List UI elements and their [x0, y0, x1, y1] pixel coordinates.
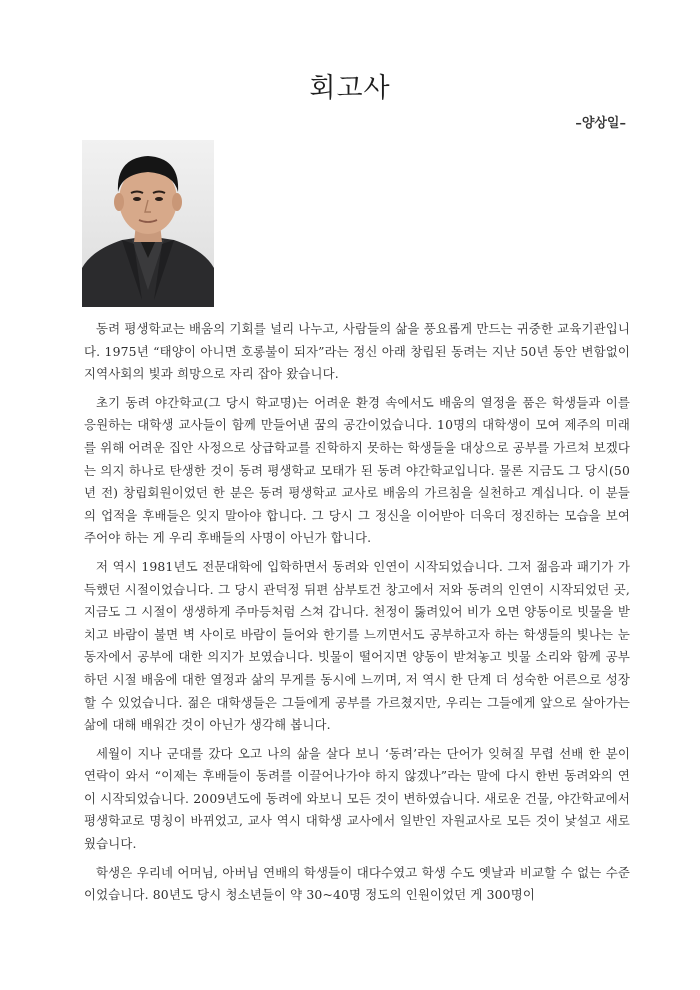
paragraph: 저 역시 1981년도 전문대학에 입학하면서 동려와 인연이 시작되었습니다. 그저 젊음과 패기가 가득했던 시절이었습니다. 그 당시 관덕정 뒤편 삼부토건 창고에서 저와 동려의 인연이 시작되었던 곳, 지금도 그 시절이 생생하게 주마등처럼 스쳐 갑니다. 천정이 뚫려있어 비가 오면 양동이로 빗물을 받치고 바람이 불면 벽 사이로 바람이 들어와 한기를 느끼면서도 공부하고자 하는 학생들의 빛나는 눈동자에서 공부에 대한 의지가 보였습니다. 빗물이 떨어지면 양동이 받쳐놓고 빗물 소리와 함께 공부하던 시절 배움에 대한 열정과 삶의 무게를 동시에 느끼며, 저 역시 한 단계 더 성숙한 어른으로 성장할 수 있었습니다. 젊은 대학생들은 그들에게 공부를 가르쳤지만, 우리는 그들에게 앞으로 살아가는 삶에 대해 배워간 것이 아닌가 생각해 봅니다.	[84, 558, 630, 733]
paragraph: 초기 동려 야간학교(그 당시 학교명)는 어려운 환경 속에서도 배움의 열정을 품은 학생들과 이를 응원하는 대학생 교사들이 함께 만들어낸 꿈의 공간이었습니다. 10명의 대학생이 모여 제주의 미래를 위해 어려운 집안 사정으로 상급학교를 진학하지 못하는 학생들을 대상으로 공부를 가르쳐 보겠다는 의지 하나로 탄생한 것이 동려 평생학교 모태가 된 동려 야간학교입니다. 물론 지금도 그 당시(50년 전) 창립회원이었던 한 분은 동려 평생학교 교사로 배움의 가르침을 실천하고 계십니다. 이 분들의 업적을 후배들은 잊지 말아야 합니다. 그 당시 그 정신을 이어받아 더욱더 정진하는 모습을 보여 주어야 하는 게 우리 후배들의 사명이 아닌가 합니다.	[84, 394, 630, 546]
portrait-image	[82, 140, 214, 307]
paragraph: 학생은 우리네 어머님, 아버님 연배의 학생들이 대다수였고 학생 수도 옛날과 비교할 수 없는 수준이었습니다. 80년도 당시 청소년들이 약 30~40명 정도의 인원이었던 게 300명이	[84, 864, 630, 903]
author-name: –양상일–	[575, 116, 626, 131]
page-title: 회고사	[309, 73, 391, 104]
paragraph: 동려 평생학교는 배움의 기회를 널리 나누고, 사람들의 삶을 풍요롭게 만드는 귀중한 교육기관입니다. 1975년 “태양이 아니면 호롱불이 되자”라는 정신 아래 창립된 동려는 지난 50년 동안 변함없이 지역사회의 빛과 희망으로 자리 잡아 왔습니다.	[84, 321, 630, 382]
portrait-photo	[82, 140, 214, 307]
article-body	[84, 318, 630, 913]
paragraph: 세월이 지나 군대를 갔다 오고 나의 삶을 살다 보니 ‘동려’라는 단어가 잊혀질 무렵 선배 한 분이 연락이 와서 “이제는 후배들이 동려를 이끌어나가야 하지 않겠나”라는 말에 다시 한번 동려와의 연이 시작되었습니다. 2009년도에 동려에 와보니 모든 것이 변하였습니다. 새로운 건물, 야간학교에서 평생학교로 명칭이 바뀌었고, 교사 역시 대학생 교사에서 일반인 자원교사로 모든 것이 낯설고 새로웠습니다.	[84, 745, 630, 852]
